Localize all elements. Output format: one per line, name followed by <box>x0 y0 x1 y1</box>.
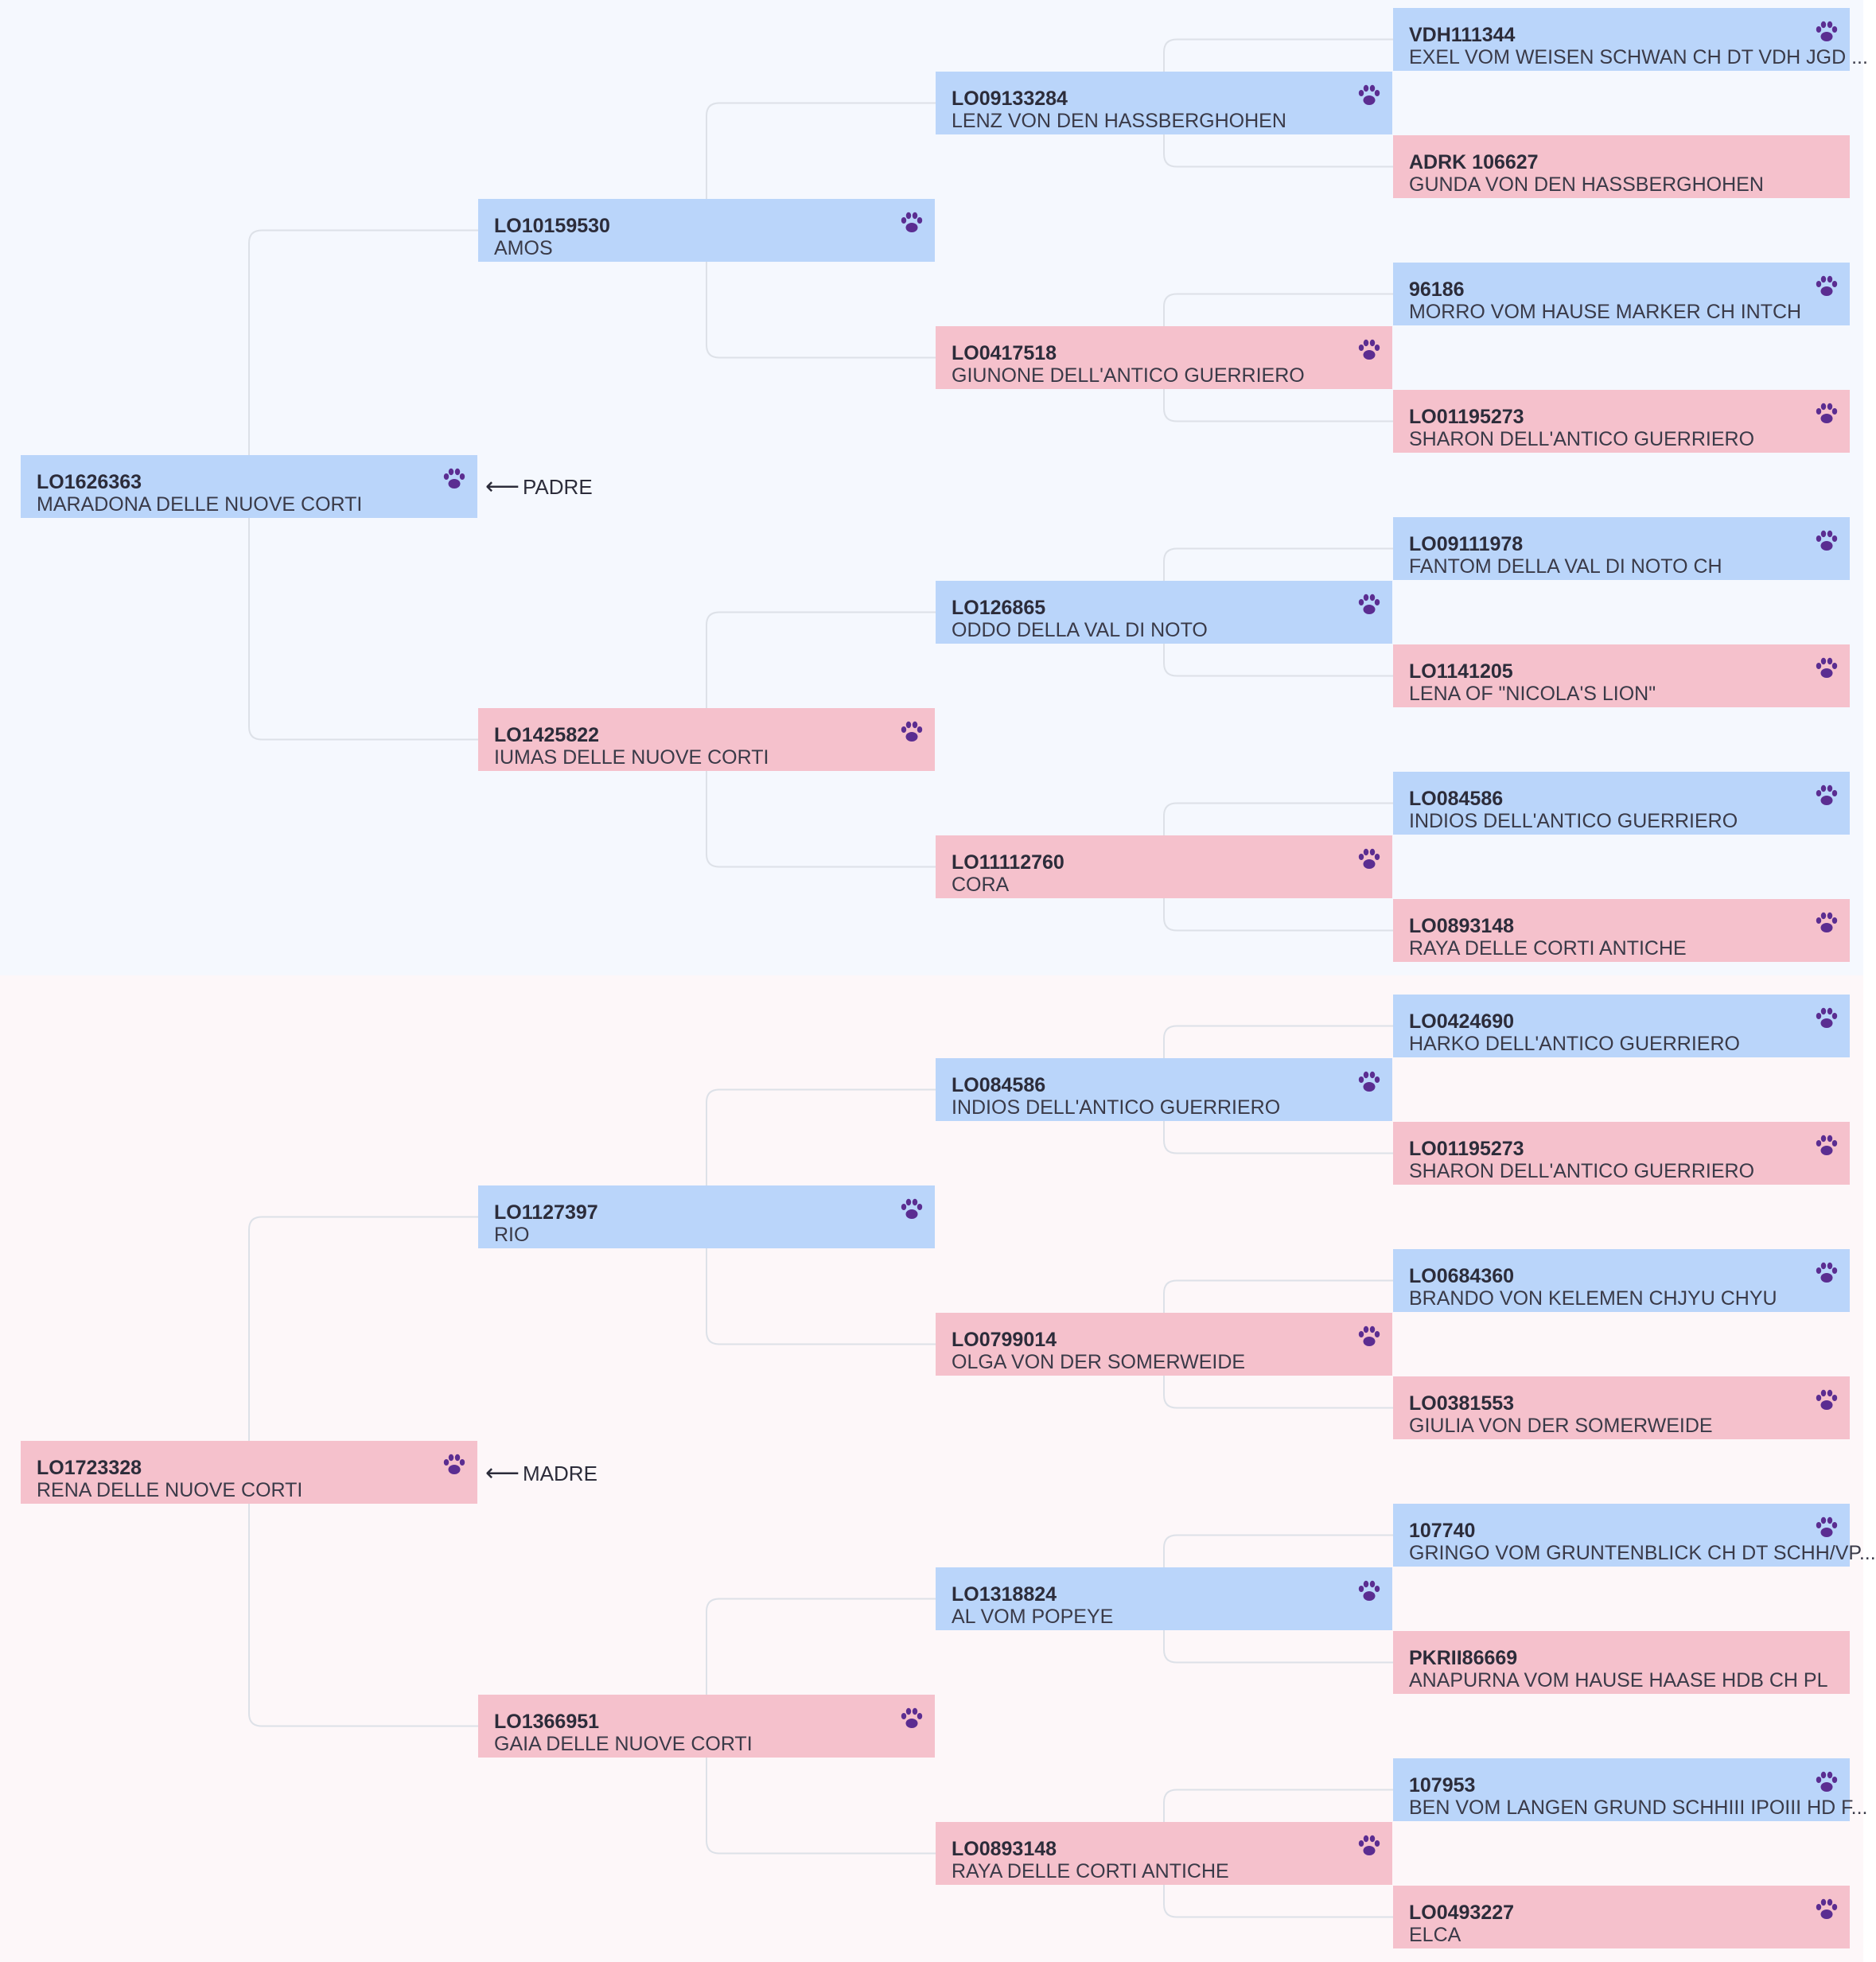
paw-icon[interactable] <box>1815 21 1839 43</box>
registration-code: LO0381553 <box>1409 1392 1515 1415</box>
registration-code: VDH111344 <box>1409 24 1516 46</box>
registration-code: LO1127397 <box>494 1201 598 1224</box>
paw-icon[interactable] <box>900 721 924 743</box>
registration-code: LO126865 <box>952 597 1046 619</box>
pedigree-node-d-d[interactable] <box>478 1695 935 1758</box>
dog-name: IUMAS DELLE NUOVE CORTI <box>494 746 769 769</box>
registration-code: LO084586 <box>952 1074 1046 1096</box>
dog-name: AMOS <box>494 237 553 259</box>
pedigree-node-sss-s[interactable] <box>1393 8 1868 71</box>
dog-name: GRINGO VOM GRUNTENBLICK CH DT SCHH/VP... <box>1409 1542 1876 1564</box>
pedigree-node-ssd-d[interactable] <box>1393 390 1850 453</box>
registration-code: LO09133284 <box>952 88 1068 110</box>
paw-icon[interactable] <box>442 1454 466 1476</box>
pedigree-node-ds-s[interactable] <box>936 1058 1392 1121</box>
dog-name: GUNDA VON DEN HASSBERGHOHEN <box>1409 173 1764 196</box>
paw-icon[interactable] <box>1357 339 1381 361</box>
paw-icon[interactable] <box>1357 1071 1381 1093</box>
dog-name: LENA OF "NICOLA'S LION" <box>1409 683 1656 705</box>
registration-code: LO0893148 <box>1409 915 1515 937</box>
paw-icon[interactable] <box>900 1198 924 1220</box>
dog-name: HARKO DELL'ANTICO GUERRIERO <box>1409 1033 1740 1055</box>
madre-label <box>485 1462 597 1485</box>
pedigree-node-dss-d[interactable] <box>1393 1122 1850 1185</box>
pedigree-node-sdd-d[interactable] <box>1393 899 1850 962</box>
paw-icon[interactable] <box>1815 1898 1839 1921</box>
paw-icon[interactable] <box>1815 1389 1839 1411</box>
dog-name: ANAPURNA VOM HAUSE HAASE HDB CH PL <box>1409 1669 1828 1691</box>
paw-icon[interactable] <box>900 212 924 234</box>
registration-code: LO0893148 <box>952 1838 1057 1860</box>
registration-code: 96186 <box>1409 278 1465 301</box>
paw-icon[interactable] <box>1815 912 1839 934</box>
registration-code: LO11112760 <box>952 851 1064 874</box>
paw-icon[interactable] <box>1815 1771 1839 1793</box>
paw-icon[interactable] <box>1815 1262 1839 1284</box>
pedigree-node-dss-s[interactable] <box>1393 995 1850 1057</box>
pedigree-node-dds-s[interactable] <box>1393 1504 1876 1567</box>
registration-code: 107953 <box>1409 1774 1476 1797</box>
registration-code: LO0799014 <box>952 1329 1057 1351</box>
dog-name: MARADONA DELLE NUOVE CORTI <box>37 493 363 516</box>
dog-name: RAYA DELLE CORTI ANTICHE <box>952 1860 1229 1882</box>
registration-code: LO01195273 <box>1409 1138 1524 1160</box>
registration-code: LO1141205 <box>1409 660 1513 683</box>
paw-icon[interactable] <box>900 1707 924 1730</box>
pedigree-node-dsd-s[interactable] <box>1393 1249 1850 1312</box>
dog-name: AL VOM POPEYE <box>952 1606 1114 1628</box>
registration-code: LO1318824 <box>952 1583 1057 1606</box>
dog-name: GIUNONE DELL'ANTICO GUERRIERO <box>952 364 1305 387</box>
paw-icon[interactable] <box>442 468 466 490</box>
registration-code: LO084586 <box>1409 788 1504 810</box>
pedigree-node-sss-d[interactable] <box>1393 135 1850 198</box>
dog-name: SHARON DELL'ANTICO GUERRIERO <box>1409 428 1755 450</box>
registration-code: LO0417518 <box>952 342 1057 364</box>
dog-name: BEN VOM LANGEN GRUND SCHHIII IPOIII HD F... <box>1409 1797 1868 1819</box>
pedigree-node-sds-s[interactable] <box>1393 517 1850 580</box>
padre-text: PADRE <box>523 475 593 499</box>
paw-icon[interactable] <box>1357 1326 1381 1348</box>
dog-name: GAIA DELLE NUOVE CORTI <box>494 1733 753 1755</box>
registration-code: PKRII86669 <box>1409 1647 1518 1669</box>
registration-code: LO0684360 <box>1409 1265 1515 1287</box>
pedigree-node-s-s[interactable] <box>478 199 935 262</box>
pedigree-node-sd-s[interactable] <box>936 581 1392 644</box>
paw-icon[interactable] <box>1357 84 1381 107</box>
registration-code: 107740 <box>1409 1520 1476 1542</box>
dog-name: FANTOM DELLA VAL DI NOTO CH <box>1409 555 1722 578</box>
paw-icon[interactable] <box>1815 530 1839 552</box>
madre-text: MADRE <box>523 1462 597 1485</box>
registration-code: LO0493227 <box>1409 1902 1515 1924</box>
dog-name: MORRO VOM HAUSE MARKER CH INTCH <box>1409 301 1802 323</box>
registration-code: LO1366951 <box>494 1711 600 1733</box>
pedigree-node-sdd-s[interactable] <box>1393 772 1850 835</box>
paw-icon[interactable] <box>1815 403 1839 425</box>
pedigree-node-sd-d[interactable] <box>936 835 1392 898</box>
registration-code: ADRK 106627 <box>1409 151 1539 173</box>
pedigree-node-ss-s[interactable] <box>936 72 1392 134</box>
pedigree-node-dd-d[interactable] <box>936 1822 1392 1885</box>
padre-label <box>485 475 593 499</box>
dog-name: EXEL VOM WEISEN SCHWAN CH DT VDH JGD ... <box>1409 46 1868 68</box>
paw-icon[interactable] <box>1815 275 1839 298</box>
dog-name: CORA <box>952 874 1010 896</box>
pedigree-node-sire[interactable] <box>21 455 477 518</box>
pedigree-node-ssd-s[interactable] <box>1393 263 1850 325</box>
paw-icon[interactable] <box>1815 1516 1839 1539</box>
pedigree-node-ss-d[interactable] <box>936 326 1392 389</box>
registration-code: LO10159530 <box>494 215 610 237</box>
dog-name: INDIOS DELL'ANTICO GUERRIERO <box>952 1096 1281 1119</box>
pedigree-node-sds-d[interactable] <box>1393 644 1850 707</box>
dog-name: INDIOS DELL'ANTICO GUERRIERO <box>1409 810 1738 832</box>
dog-name: LENZ VON DEN HASSBERGHOHEN <box>952 110 1286 132</box>
dog-name: ODDO DELLA VAL DI NOTO <box>952 619 1208 641</box>
paw-icon[interactable] <box>1357 594 1381 616</box>
dog-name: RIO <box>494 1224 530 1246</box>
pedigree-node-ddd-d[interactable] <box>1393 1886 1850 1948</box>
pedigree-node-ddd-s[interactable] <box>1393 1758 1868 1821</box>
registration-code: LO09111978 <box>1409 533 1524 555</box>
paw-icon[interactable] <box>1815 657 1839 679</box>
registration-code: LO1723328 <box>37 1457 142 1479</box>
pedigree-node-d-s[interactable] <box>478 1185 935 1248</box>
pedigree-node-ds-d[interactable] <box>936 1313 1392 1376</box>
arrow-left-icon: ⟵ <box>485 1460 520 1486</box>
pedigree-node-dam[interactable] <box>21 1441 477 1504</box>
paw-icon[interactable] <box>1815 784 1839 807</box>
registration-code: LO1425822 <box>494 724 600 746</box>
registration-code: LO1626363 <box>37 471 142 493</box>
pedigree-node-dds-d[interactable] <box>1393 1631 1850 1694</box>
dog-name: RAYA DELLE CORTI ANTICHE <box>1409 937 1687 960</box>
paw-icon[interactable] <box>1815 1135 1839 1157</box>
paw-icon[interactable] <box>1357 848 1381 870</box>
dog-name: RENA DELLE NUOVE CORTI <box>37 1479 303 1501</box>
dog-name: GIULIA VON DER SOMERWEIDE <box>1409 1415 1713 1437</box>
paw-icon[interactable] <box>1357 1580 1381 1602</box>
registration-code: LO01195273 <box>1409 406 1524 428</box>
pedigree-node-dsd-d[interactable] <box>1393 1376 1850 1439</box>
dog-name: BRANDO VON KELEMEN CHJYU CHYU <box>1409 1287 1777 1310</box>
paw-icon[interactable] <box>1815 1007 1839 1030</box>
paw-icon[interactable] <box>1357 1835 1381 1857</box>
pedigree-node-s-d[interactable] <box>478 708 935 771</box>
arrow-left-icon: ⟵ <box>485 473 520 500</box>
pedigree-node-dd-s[interactable] <box>936 1567 1392 1630</box>
dog-name: ELCA <box>1409 1924 1461 1946</box>
dog-name: SHARON DELL'ANTICO GUERRIERO <box>1409 1160 1755 1182</box>
dog-name: OLGA VON DER SOMERWEIDE <box>952 1351 1246 1373</box>
registration-code: LO0424690 <box>1409 1010 1515 1033</box>
